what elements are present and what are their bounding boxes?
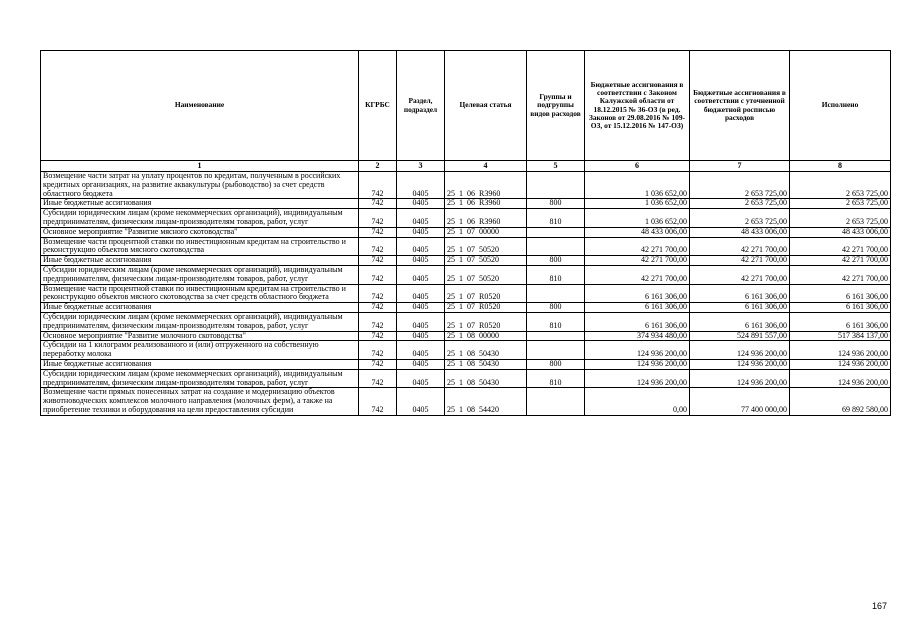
table-row [41, 172, 891, 199]
cell-vr: 800 [527, 303, 585, 313]
cell-plan: 524 891 557,00 [690, 331, 790, 341]
cell-kgrbs: 742 [359, 312, 397, 331]
cell-vr: 810 [527, 209, 585, 228]
cell-razdel: 0405 [397, 284, 445, 303]
table-row [41, 237, 891, 256]
cell-csr: 25 1 08 00000 [445, 331, 527, 341]
cell-plan: 124 936 200,00 [690, 341, 790, 360]
cell-name: Субсидии юридическим лицам (кроме некоммерческих организаций), индивидуальным предпринимателям, физическим лицам-производителям товаров, работ, услуг [41, 312, 359, 331]
cell-done: 42 271 700,00 [790, 265, 891, 284]
cell-razdel: 0405 [397, 209, 445, 228]
cell-vr: 810 [527, 312, 585, 331]
cell-name: Субсидии юридическим лицам (кроме некоммерческих организаций), индивидуальным предпринимателям, физическим лицам-производителям товаров, работ, услуг [41, 209, 359, 228]
table-row [41, 265, 891, 284]
cell-kgrbs: 742 [359, 172, 397, 199]
cell-kgrbs: 742 [359, 256, 397, 266]
cell-razdel: 0405 [397, 312, 445, 331]
cell-law: 124 936 200,00 [585, 359, 690, 369]
cell-name: Иные бюджетные ассигнования [41, 199, 359, 209]
cell-plan: 42 271 700,00 [690, 265, 790, 284]
cell-done: 42 271 700,00 [790, 256, 891, 266]
cell-vr [527, 172, 585, 199]
cell-name: Иные бюджетные ассигнования [41, 256, 359, 266]
cell-razdel: 0405 [397, 172, 445, 199]
table-row [41, 369, 891, 388]
cell-done: 517 384 137,00 [790, 331, 891, 341]
cell-vr [527, 388, 585, 415]
cell-plan: 2 653 725,00 [690, 172, 790, 199]
cell-csr: 25 1 08 50430 [445, 359, 527, 369]
page-number: 167 [872, 601, 888, 611]
cell-razdel: 0405 [397, 199, 445, 209]
cell-kgrbs: 742 [359, 303, 397, 313]
header-name: Наименование [41, 51, 359, 161]
cell-csr: 25 1 07 50520 [445, 237, 527, 256]
cell-name: Иные бюджетные ассигнования [41, 303, 359, 313]
cell-razdel: 0405 [397, 303, 445, 313]
cell-kgrbs: 742 [359, 265, 397, 284]
cell-razdel: 0405 [397, 369, 445, 388]
cell-law: 1 036 652,00 [585, 172, 690, 199]
table-row [41, 227, 891, 237]
cell-done: 6 161 306,00 [790, 303, 891, 313]
cell-plan: 42 271 700,00 [690, 256, 790, 266]
cell-law: 42 271 700,00 [585, 237, 690, 256]
cell-done: 2 653 725,00 [790, 199, 891, 209]
cell-vr [527, 237, 585, 256]
cell-name: Субсидии юридическим лицам (кроме некоммерческих организаций), индивидуальным предпринимателям, физическим лицам-производителям товаров, работ, услуг [41, 369, 359, 388]
cell-csr: 25 1 07 50520 [445, 256, 527, 266]
cell-razdel: 0405 [397, 256, 445, 266]
budget-table [40, 50, 891, 416]
cell-kgrbs: 742 [359, 331, 397, 341]
cell-plan: 2 653 725,00 [690, 209, 790, 228]
cell-vr: 800 [527, 256, 585, 266]
cell-name: Возмещение части прямых понесенных затрат на создание и модернизацию объектов животноводческих комплексов молочного направления (молочных ферм), а также на приобретение техники и оборудования на цели предоставления субсидии [41, 388, 359, 415]
cell-plan: 42 271 700,00 [690, 237, 790, 256]
cell-law: 48 433 006,00 [585, 227, 690, 237]
cell-csr: 25 1 06 R3960 [445, 199, 527, 209]
cell-kgrbs: 742 [359, 388, 397, 415]
column-number: 3 [397, 161, 445, 172]
cell-vr [527, 341, 585, 360]
table-row [41, 209, 891, 228]
column-number: 1 [41, 161, 359, 172]
cell-vr [527, 331, 585, 341]
cell-name: Иные бюджетные ассигнования [41, 359, 359, 369]
cell-done: 124 936 200,00 [790, 341, 891, 360]
cell-razdel: 0405 [397, 359, 445, 369]
cell-razdel: 0405 [397, 265, 445, 284]
cell-done: 6 161 306,00 [790, 284, 891, 303]
cell-law: 0,00 [585, 388, 690, 415]
cell-done: 2 653 725,00 [790, 172, 891, 199]
column-number: 6 [585, 161, 690, 172]
cell-law: 42 271 700,00 [585, 256, 690, 266]
cell-kgrbs: 742 [359, 369, 397, 388]
cell-plan: 6 161 306,00 [690, 312, 790, 331]
cell-razdel: 0405 [397, 237, 445, 256]
header-done: Исполнено [790, 51, 891, 161]
header-csr: Целевая статья [445, 51, 527, 161]
cell-razdel: 0405 [397, 227, 445, 237]
table-row [41, 303, 891, 313]
cell-razdel: 0405 [397, 388, 445, 415]
cell-csr: 25 1 07 50520 [445, 265, 527, 284]
cell-plan: 124 936 200,00 [690, 369, 790, 388]
cell-csr: 25 1 07 R0520 [445, 303, 527, 313]
cell-plan: 2 653 725,00 [690, 199, 790, 209]
table-row [41, 284, 891, 303]
column-number: 8 [790, 161, 891, 172]
cell-csr: 25 1 06 R3960 [445, 209, 527, 228]
cell-name: Возмещение части процентной ставки по инвестиционным кредитам на строительство и реконструкцию объектов мясного скотоводства [41, 237, 359, 256]
header-vr: Группы и подгруппы видов расходов [527, 51, 585, 161]
cell-kgrbs: 742 [359, 284, 397, 303]
header-law: Бюджетные ассигнования в соответствии с Законом Калужской области от 18.12.2015 № 36-ОЗ (в ред. Законов от 29.08.2016 № 109-ОЗ, от 15.12.2016 № 147-ОЗ) [585, 51, 690, 161]
header-plan: Бюджетные ассигнования в соответствии с уточненной бюджетной росписью расходов [690, 51, 790, 161]
header-kgrbs: КГРБС [359, 51, 397, 161]
cell-law: 6 161 306,00 [585, 303, 690, 313]
cell-name: Основное мероприятие "Развитие молочного скотоводства" [41, 331, 359, 341]
cell-law: 6 161 306,00 [585, 284, 690, 303]
cell-razdel: 0405 [397, 341, 445, 360]
cell-csr: 25 1 08 50430 [445, 341, 527, 360]
column-number-row [41, 161, 891, 172]
cell-law: 42 271 700,00 [585, 265, 690, 284]
cell-kgrbs: 742 [359, 209, 397, 228]
cell-name: Основное мероприятие "Развитие мясного скотоводства" [41, 227, 359, 237]
cell-name: Возмещение части затрат на уплату процентов по кредитам, полученным в российских кредитных организациях, на развитие аквакультуры (рыбоводство) за счет средств областного бюджета [41, 172, 359, 199]
cell-vr [527, 284, 585, 303]
cell-done: 69 892 580,00 [790, 388, 891, 415]
cell-kgrbs: 742 [359, 359, 397, 369]
cell-plan: 77 400 000,00 [690, 388, 790, 415]
cell-done: 2 653 725,00 [790, 209, 891, 228]
column-number: 7 [690, 161, 790, 172]
cell-name: Субсидии на 1 килограмм реализованного и (или) отгруженного на собственную переработку молока [41, 341, 359, 360]
column-number: 4 [445, 161, 527, 172]
cell-csr: 25 1 08 50430 [445, 369, 527, 388]
cell-done: 48 433 006,00 [790, 227, 891, 237]
cell-law: 374 934 480,00 [585, 331, 690, 341]
cell-plan: 6 161 306,00 [690, 303, 790, 313]
column-number: 2 [359, 161, 397, 172]
table-row [41, 341, 891, 360]
cell-plan: 124 936 200,00 [690, 359, 790, 369]
cell-done: 42 271 700,00 [790, 237, 891, 256]
cell-vr: 800 [527, 199, 585, 209]
header-row [41, 51, 891, 161]
cell-kgrbs: 742 [359, 237, 397, 256]
cell-csr: 25 1 08 54420 [445, 388, 527, 415]
cell-vr: 810 [527, 369, 585, 388]
header-razdel: Раздел, подраздел [397, 51, 445, 161]
table-row [41, 388, 891, 415]
cell-vr: 800 [527, 359, 585, 369]
table-row [41, 312, 891, 331]
cell-csr: 25 1 06 R3960 [445, 172, 527, 199]
cell-vr [527, 227, 585, 237]
cell-name: Возмещение части процентной ставки по инвестиционным кредитам на строительство и реконструкцию объектов мясного скотоводства за счет средств областного бюджета [41, 284, 359, 303]
table-row [41, 359, 891, 369]
column-number: 5 [527, 161, 585, 172]
cell-kgrbs: 742 [359, 341, 397, 360]
cell-law: 124 936 200,00 [585, 341, 690, 360]
cell-vr: 810 [527, 265, 585, 284]
cell-done: 6 161 306,00 [790, 312, 891, 331]
cell-kgrbs: 742 [359, 199, 397, 209]
cell-law: 1 036 652,00 [585, 199, 690, 209]
cell-law: 124 936 200,00 [585, 369, 690, 388]
cell-name: Субсидии юридическим лицам (кроме некоммерческих организаций), индивидуальным предпринимателям, физическим лицам-производителям товаров, работ, услуг [41, 265, 359, 284]
table-body [41, 172, 891, 416]
cell-law: 1 036 652,00 [585, 209, 690, 228]
cell-plan: 6 161 306,00 [690, 284, 790, 303]
cell-done: 124 936 200,00 [790, 369, 891, 388]
cell-csr: 25 1 07 R0520 [445, 312, 527, 331]
cell-csr: 25 1 07 R0520 [445, 284, 527, 303]
cell-kgrbs: 742 [359, 227, 397, 237]
cell-law: 6 161 306,00 [585, 312, 690, 331]
cell-plan: 48 433 006,00 [690, 227, 790, 237]
cell-razdel: 0405 [397, 331, 445, 341]
table-row [41, 256, 891, 266]
cell-done: 124 936 200,00 [790, 359, 891, 369]
cell-csr: 25 1 07 00000 [445, 227, 527, 237]
